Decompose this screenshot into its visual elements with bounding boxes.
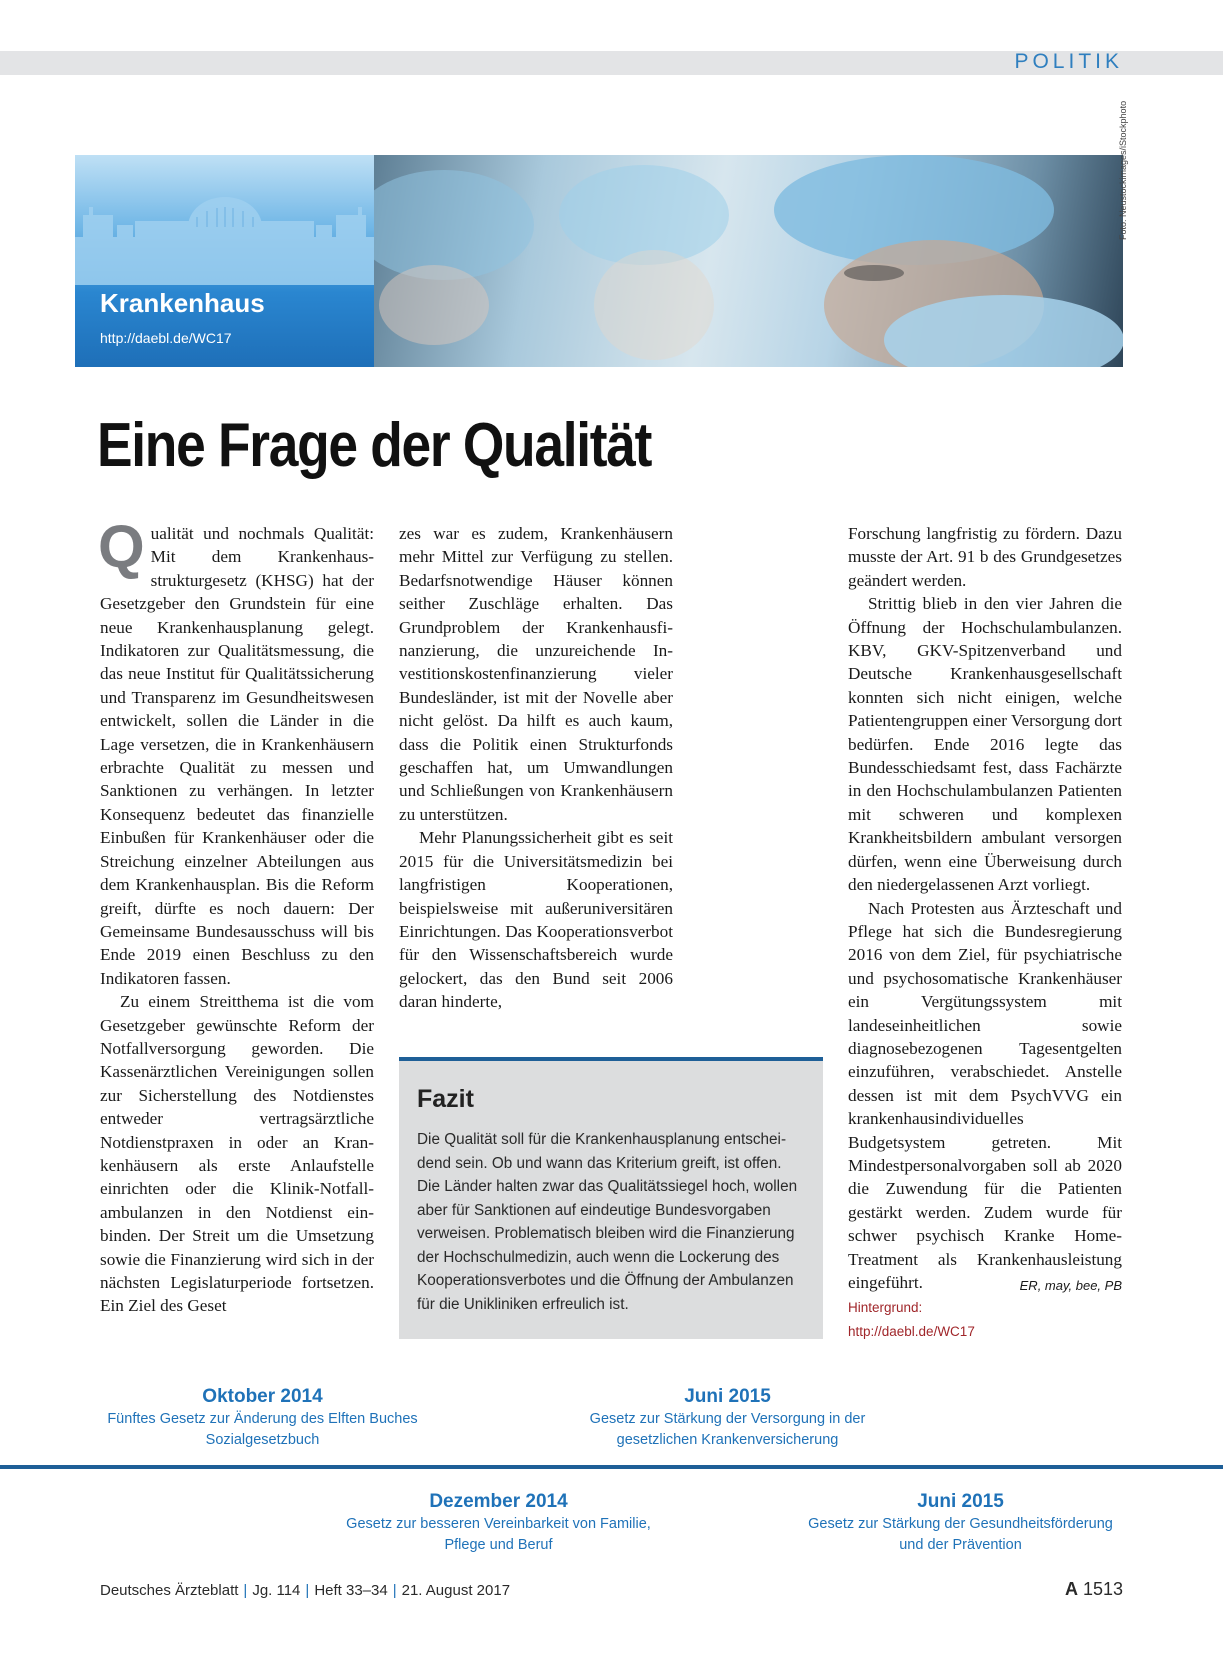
journal-volume: Jg. 114 <box>252 1582 301 1599</box>
article-column-3 <box>848 522 1122 1343</box>
page-number-value: 1513 <box>1082 1579 1123 1599</box>
footer-separator: | <box>305 1582 310 1599</box>
journal-issue: Heft 33–34 <box>314 1582 388 1599</box>
page-prefix: A <box>1064 1579 1078 1599</box>
hero-url[interactable]: http://daebl.de/WC17 <box>100 330 232 346</box>
fazit-box <box>399 1057 823 1339</box>
timeline-date: Juni 2015 <box>917 1491 1004 1512</box>
timeline-date: Oktober 2014 <box>202 1386 323 1407</box>
paragraph <box>848 897 1122 1295</box>
paragraph: Strittig blieb in den vier Jahren die Öffnung der Hochschulambulanzen. KBV, GKV-Spitzenverband und Deutsche Krankenhausgesellschaft konnten sich nicht einigen, welche Patientengruppen einer Versorgung dort bedürfen. Ende 2016 legte das Bundesschiedsamt fest, dass Fachärzte in den Hochschulambulanzen Patienten mit schweren und komplexen Krankheitsbildern ambulant versorgen dürfen, wenn eine Überweisung durch den niedergelassenen Arzt vorliegt. <box>848 594 1122 895</box>
article-column-1 <box>98 513 374 1318</box>
timeline-desc: Pflege und Beruf <box>444 1537 553 1553</box>
photo-credit: Foto: Neustockimages/iStockphoto <box>1118 100 1128 240</box>
timeline-date: Juni 2015 <box>684 1386 771 1407</box>
timeline-date: Dezember 2014 <box>429 1491 568 1512</box>
reichstag-silhouette-icon <box>75 155 374 285</box>
timeline-desc: Gesetz zur besseren Vereinbarkeit von Familie, <box>346 1516 651 1532</box>
footer-separator: | <box>243 1582 248 1599</box>
paragraph: Mehr Planungssicherheit gibt es seit 2015 für die Universitätsmedizin bei langfristigen Kooperationen, beispielsweise mit außeruniversitären Einrichtungen. Das Kooperationsverbot für den Wissenschaftsbereich wurde gelockert, das den Bund seit 2006 daran hinderte, <box>399 828 673 1012</box>
hero-blue-panel <box>75 155 374 367</box>
fazit-text: Die Qualität soll für die Krankenhausplanung entscheidend sein. Ob und wann das Kriterium greift, ist offen. Die Länder halten zwar das Qualitätssiegel hoch, wollen aber für Sanktionen auf eindeutige Bundesvorgaben verweisen. Problematisch bleiben wird die Finanzierung der Hochschulmedizin, auch wenn die Lockerung des Kooperationsverbotes und die Öffnung der Ambulanzen für die Unikliniken erfreulich ist. <box>417 1131 798 1313</box>
timeline-desc: Gesetz zur Stärkung der Versorgung in der <box>589 1411 866 1427</box>
footer-separator: | <box>392 1582 397 1599</box>
journal-date: 21. August 2017 <box>401 1582 511 1599</box>
paragraph-text: Nach Protesten aus Ärzteschaft und Pflege hat sich die Bundesregierung 2016 von dem Ziel, für psychiatrische und psychosomatische Krankenhäuser ein Vergütungssystem mit landeseinheitlichen sowie diagnosebezogenen Tagesentgelten einzuführen, verabschiedet. Anstelle dessen ist mit dem PsychVVG ein krankenhausindividuelles Budgetsystem getreten. Mit Mindestpersonalvorgaben soll ab 2020 die Zuwendung für die Patienten gestärkt werden. Zudem wurde für schwer psychisch Kranke Home-Treatment als Krankenhausleistung eingeführt. <box>848 898 1122 1292</box>
timeline-item <box>565 1385 890 1451</box>
page-number <box>1065 1579 1123 1600</box>
section-label: POLITIK <box>1014 50 1123 73</box>
surgeon-figures-icon <box>374 155 1123 367</box>
fazit-title: Fazit <box>417 1085 474 1113</box>
timeline-desc: Fünftes Gesetz zur Änderung des Elften Buches <box>107 1411 418 1427</box>
paragraph <box>98 513 374 990</box>
timeline-desc: gesetzlichen Krankenversicherung <box>616 1432 839 1448</box>
paragraph-text: ualität und nochmals Qualität: Mit dem Krankenhausstrukturgesetz (KHSG) hat der Gesetzgeber den Grundstein für eine neue Krankenhausplanung gelegt. Indikatoren zur Qualitätsmessung, die das neue Institut für Qualitätssicherung und Transparenz im Gesundheitswesen entwickelt, sollen die Länder in die Lage versetzen, die in Krankenhäusern erbrachte Qualität zu messen und Sanktionen zu verhängen. In letzter Konsequenz bedeutet das finanzielle Einbußen für Krankenhäuser oder die Streichung einzelner Abteilungen aus dem Krankenhausplan. Bis die Reform greift, dürfte es noch dauern: Der Gemeinsame Bundesausschuss will bis Ende 2019 einen Beschluss zu den Indikatoren fassen. <box>100 524 374 988</box>
timeline-item <box>336 1490 661 1556</box>
timeline-axis <box>0 1465 1223 1469</box>
dropcap: Q <box>98 513 145 580</box>
author-signature: ER, may, bee, PB <box>1019 1278 1122 1293</box>
article-column-2 <box>399 522 673 1014</box>
paragraph: Zu einem Streitthema ist die vom Gesetzgeber gewünschte Reform der Notfallversorgung geworden. Die Kassenärztlichen Vereinigungen sollen zur Sicherstellung des Notdienstes entweder vertragsärztliche Notdienstpraxen in oder an Krankenhäusern als erste Anlaufstelle einrichten oder die Klinik-Notfallambulanzen in den Notdienst einbinden. Der Streit um die Umsetzung sowie die Finanzierung wird sich in der nächsten Legislaturperiode fortsetzen. Ein Ziel des Geset <box>100 992 374 1316</box>
background-link[interactable]: Hintergrund: http://daebl.de/WC17 <box>848 1300 975 1339</box>
paragraph: zes war es zudem, Krankenhäusern mehr Mittel zur Verfügung zu stellen. Bedarfsnotwendige Häuser können seither Zuschläge erhalten. Das Grundproblem der Krankenhausfinanzierung, die unzureichende Investitionskostenfinanzierung vieler Bundesländer, ist mit der Novelle aber nicht gelöst. Da hilft es auch kaum, dass die Politik einen Strukturfonds geschaffen hat, um Umwandlungen und Schließungen von Krankenhäusern zu unterstützen. <box>399 524 673 824</box>
timeline-desc: Gesetz zur Stärkung der Gesundheitsförderung <box>808 1516 1113 1532</box>
timeline-item <box>100 1385 425 1451</box>
timeline-desc: Sozialgesetzbuch <box>205 1432 320 1448</box>
timeline-item <box>798 1490 1123 1556</box>
hero-banner <box>75 155 1123 367</box>
surgeons-photo <box>374 155 1123 367</box>
page-footer <box>100 1582 510 1599</box>
journal-name: Deutsches Ärzteblatt <box>100 1582 239 1599</box>
article-headline: Eine Frage der Qualität <box>97 411 652 480</box>
paragraph: Forschung langfristig zu fördern. Dazu musste der Art. 91 b des Grundgesetzes geändert werden. <box>848 524 1122 590</box>
timeline-desc: und der Prävention <box>899 1537 1022 1553</box>
hero-kicker: Krankenhaus <box>100 288 265 318</box>
